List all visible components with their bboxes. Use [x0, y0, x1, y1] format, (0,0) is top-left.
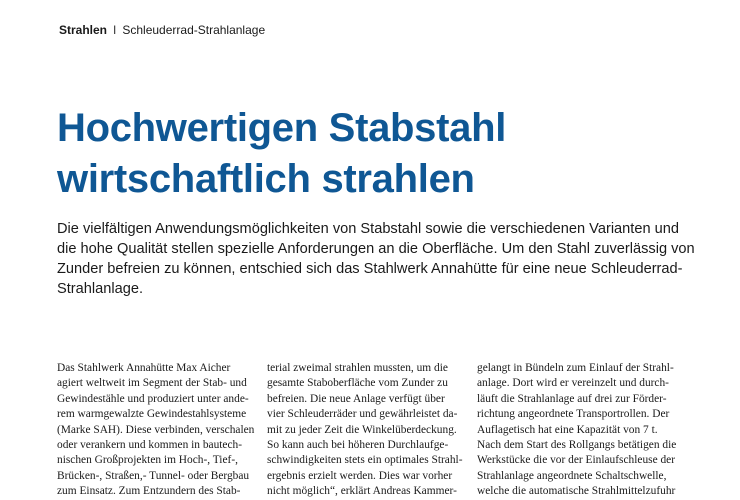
body-line: Brücken-, Straßen,- Tunnel- oder Bergbau: [57, 469, 250, 482]
lead-line: die hohe Qualität stellen spezielle Anforderungen an die Oberfläche. Um den Stahl zuverlässig von: [57, 241, 695, 257]
lead-line: Die vielfältigen Anwendungsmöglichkeiten von Stabstahl sowie die verschiedenen Varianten und: [57, 221, 679, 237]
body-line: gesamte Staboberfläche vom Zunder zu: [267, 377, 448, 390]
body-line: oder verankern und kommen in bautech-: [57, 439, 243, 452]
body-line: mit zu jeder Zeit die Winkelüberdeckung.: [267, 423, 457, 436]
breadcrumb: [59, 22, 265, 38]
lead-line: Zunder befreien zu können, entschied sich das Stahlwerk Annahütte für eine neue Schleuderrad-: [57, 261, 683, 277]
body-line: richtung angeordnete Transportrollen. Der: [477, 408, 670, 421]
body-line: welche die automatische Strahlmittelzufuhr: [477, 485, 676, 498]
body-line: befreien. Die neue Anlage verfügt über: [267, 392, 445, 405]
body-line: terial zweimal strahlen mussten, um die: [267, 362, 448, 374]
lead-line: Strahlanlage.: [57, 281, 144, 297]
section-label: Strahlen: [59, 23, 108, 37]
headline-line: wirtschaftlich strahlen: [57, 157, 475, 201]
body-line: (Marke SAH). Diese verbinden, verschalen: [57, 423, 255, 436]
breadcrumb-separator: I: [113, 23, 117, 37]
body-column-3: [477, 361, 682, 500]
body-column-2: [267, 361, 462, 500]
article-headline: [57, 103, 717, 205]
body-line: Gewindestähle und produziert unter ande-: [57, 392, 249, 405]
lead-paragraph: [57, 219, 712, 299]
body-line: Das Stahlwerk Annahütte Max Aicher: [57, 362, 231, 374]
body-line: vier Schleuderräder und gewährleistet da-: [267, 408, 458, 421]
body-column-1: [57, 361, 255, 500]
body-line: gelangt in Bündeln zum Einlauf der Strahl-: [477, 362, 674, 374]
body-line: zum Einsatz. Zum Entzundern des Stab-: [57, 485, 241, 498]
body-line: agiert weltweit im Segment der Stab- und: [57, 377, 247, 390]
body-line: Nach dem Start des Rollgangs betätigen die: [477, 439, 677, 452]
body-line: Strahlanlage angeordnete Schaltschwelle,: [477, 469, 667, 482]
body-line: Werkstücke die vor der Einlaufschleuse der: [477, 454, 676, 467]
body-line: läuft die Strahlanlage auf drei zur Förder-: [477, 392, 667, 405]
body-line: schwindigkeiten stets ein optimales Strahl-: [267, 454, 463, 467]
body-line: rem warmgewalzte Gewindestahlsysteme: [57, 408, 247, 421]
body-line: So kann auch bei höheren Durchlaufge-: [267, 439, 449, 452]
body-line: nischen Großprojekten im Hoch-, Tief-,: [57, 454, 238, 467]
body-line: ergebnis erzielt werden. Dies war vorher: [267, 469, 453, 482]
body-line: anlage. Dort wird er vereinzelt und durch-: [477, 377, 669, 390]
body-line: Auflagetisch hat eine Kapazität von 7 t.: [477, 423, 658, 436]
headline-line: Hochwertigen Stabstahl: [57, 106, 507, 150]
body-line: nicht möglich“, erklärt Andreas Kammer-: [267, 485, 457, 498]
section-subtitle: Schleuderrad-Strahlanlage: [122, 23, 266, 37]
